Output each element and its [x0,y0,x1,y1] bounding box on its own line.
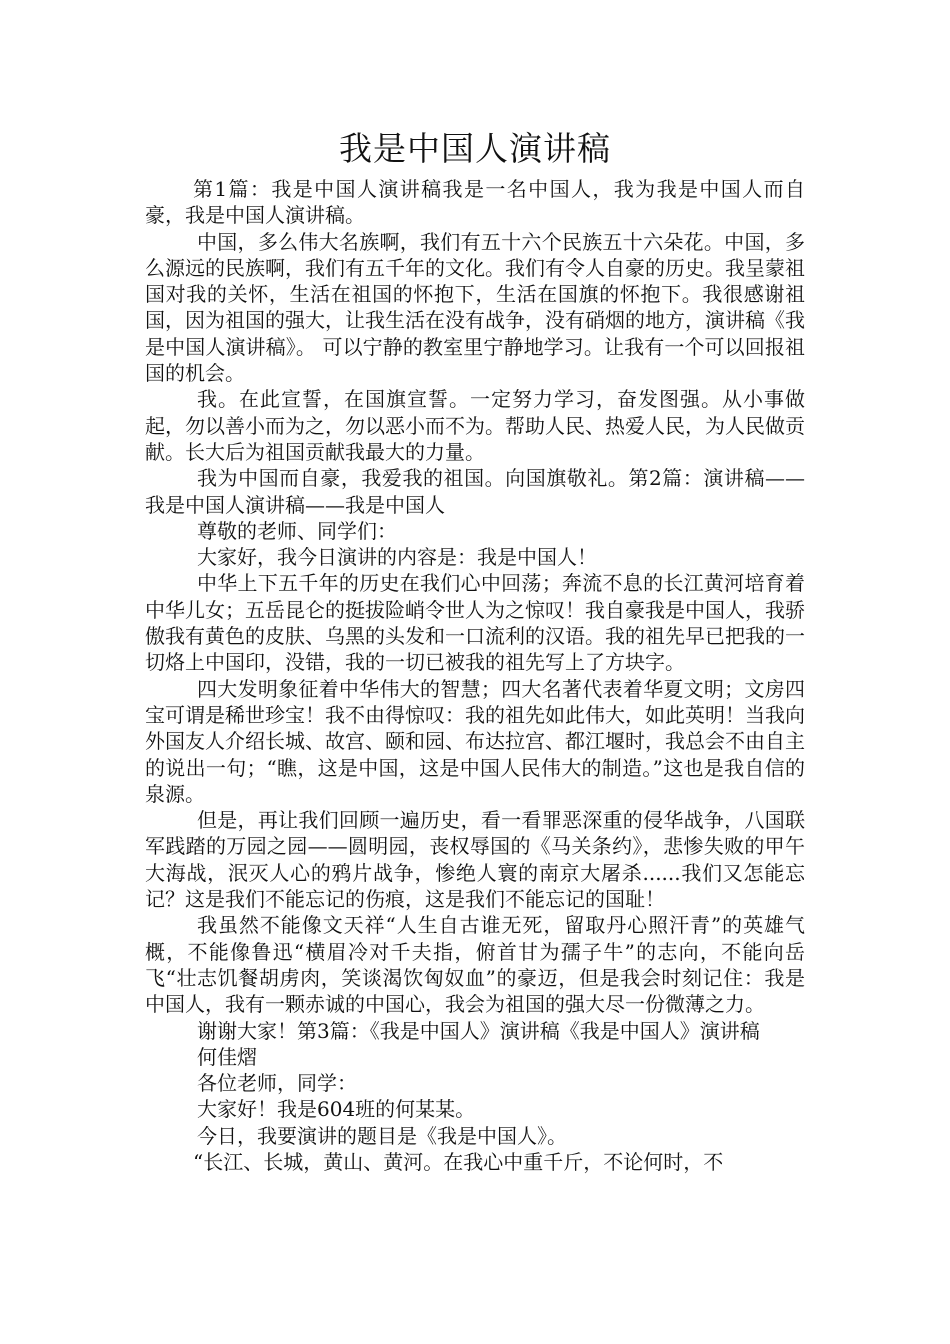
paragraph: 第1篇：我是中国人演讲稿我是一名中国人，我为我是中国人而自豪，我是中国人演讲稿。 [145,177,805,228]
paragraph: “长江、长城，黄山、黄河。在我心中重千斤，不论何时，不 [193,1149,724,1174]
paragraph: 今日，我要演讲的题目是《我是中国人》。 [197,1123,567,1148]
paragraph: 我为中国而自豪，我爱我的祖国。向国旗敬礼。第2篇：演讲稿——我是中国人演讲稿——我是中国人 [145,466,805,517]
paragraph: 我虽然不能像文天祥“人生自古谁无死，留取丹心照汗青”的英雄气概，不能像鲁迅“横眉冷对千夫指，俯首甘为孺子牛”的志向，不能向岳飞“壮志饥餐胡虏肉，笑谈渴饮匈奴血”的豪迈，但是我会时刻记住：我是中国人，我有一颗赤诚的中国心，我会为祖国的强大尽一份微薄之力。 [145,913,805,1017]
document-body [145,176,805,1175]
paragraph: 大家好，我今日演讲的内容是：我是中国人！ [197,545,597,570]
paragraph: 但是，再让我们回顾一遍历史，看一看罪恶深重的侵华战争，八国联军践踏的万园之园——圆明园，丧权辱国的《马关条约》，悲惨失败的甲午大海战，泯灭人心的鸦片战争，惨绝人寰的南京大屠杀......我们又怎能忘记？这是我们不能忘记的伤痕，这是我们不能忘记的国耻！ [145,808,805,912]
paragraph: 各位老师，同学： [197,1071,357,1096]
paragraph: 大家好！我是604班的何某某。 [197,1097,476,1122]
paragraph: 四大发明象征着中华伟大的智慧；四大名著代表着华夏文明；文房四宝可谓是稀世珍宝！我不由得惊叹：我的祖先如此伟大，如此英明！当我向外国友人介绍长城、故宫、颐和园、布达拉宫、都江堰时，我总会不由自主的说出一句；“瞧，这是中国，这是中国人民伟大的制造。”这也是我自信的泉源。 [145,676,805,806]
document-title: 我是中国人演讲稿 [339,129,611,168]
paragraph: 尊敬的老师、同学们： [197,518,397,543]
paragraph: 中华上下五千年的历史在我们心中回荡；奔流不息的长江黄河培育着中华儿女；五岳昆仑的挺拔险峭令世人为之惊叹！我自豪我是中国人，我骄傲我有黄色的皮肤、乌黑的头发和一口流利的汉语。我的祖先早已把我的一切烙上中国印，没错，我的一切已被我的祖先写上了方块字。 [145,571,805,675]
author-name: 何佳熠 [197,1044,257,1069]
paragraph: 中国，多么伟大名族啊，我们有五十六个民族五十六朵花。中国，多么源远的民族啊，我们有五千年的文化。我们有令人自豪的历史。我呈蒙祖国对我的关怀，生活在祖国的怀抱下，生活在国旗的怀抱下。我很感谢祖国，因为祖国的强大，让我生活在没有战争，没有硝烟的地方，演讲稿《我是中国人演讲稿》。 可以宁静的教室里宁静地学习。让我有一个可以回报祖国的机会。 [145,229,805,386]
paragraph: 我。在此宣誓，在国旗宣誓。一定努力学习，奋发图强。从小事做起，勿以善小而为之，勿以恶小而不为。帮助人民、热爱人民，为人民做贡献。长大后为祖国贡献我最大的力量。 [145,387,805,464]
paragraph: 谢谢大家！第3篇：《我是中国人》演讲稿《我是中国人》演讲稿 [197,1018,760,1043]
